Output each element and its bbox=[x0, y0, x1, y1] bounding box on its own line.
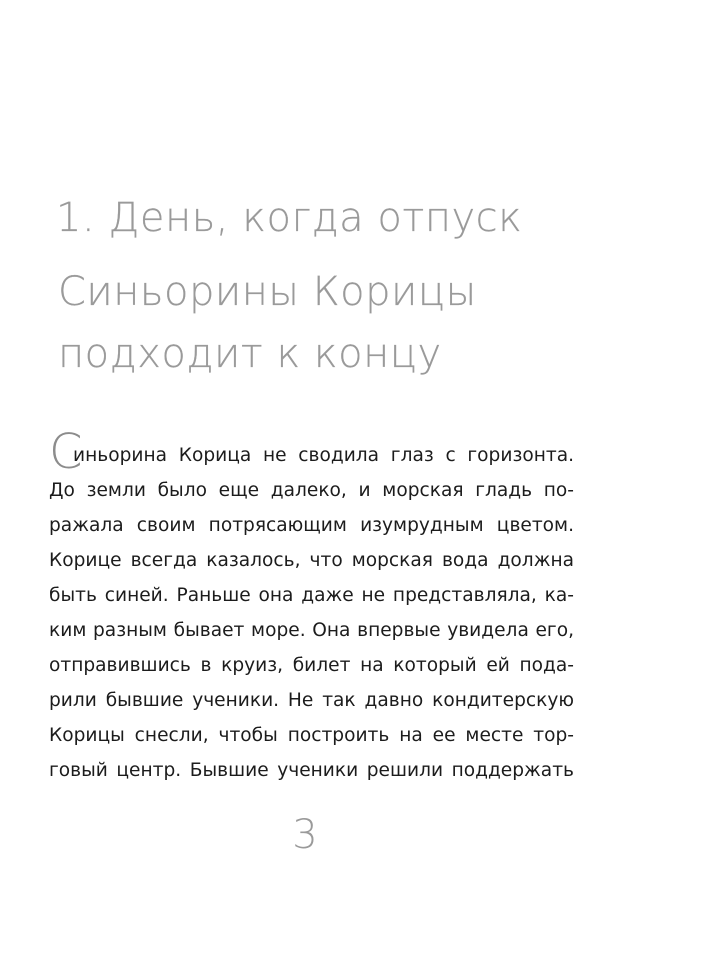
paragraph-line: Корице всегда казалось, что морская вода должна bbox=[49, 550, 574, 571]
paragraph-line: рили бывшие ученики. Не так давно кондитерскую bbox=[49, 690, 574, 711]
paragraph-line: отправившись в круиз, билет на который ей пода- bbox=[49, 655, 574, 676]
page-number: 3 bbox=[292, 812, 318, 858]
paragraph-line: быть синей. Раньше она даже не представляла, ка- bbox=[49, 585, 574, 606]
paragraph-line bbox=[49, 424, 574, 480]
paragraph-line: Корицы снесли, чтобы построить на ее месте тор- bbox=[49, 725, 574, 746]
paragraph-line: говый центр. Бывшие ученики решили поддержать bbox=[49, 760, 574, 781]
paragraph-line: ким разным бывает море. Она впервые увидела его, bbox=[49, 620, 574, 641]
paragraph-line-text: иньорина Корица не сводила глаз с горизонта. bbox=[73, 445, 574, 466]
paragraph-line: ражала своим потрясающим изумрудным цветом. bbox=[49, 515, 574, 536]
chapter-title-line-2: Синьорины Корицы bbox=[58, 269, 477, 315]
paragraph-line: До земли было еще далеко, и морская гладь по- bbox=[49, 480, 574, 501]
chapter-title-line-3: подходит к концу bbox=[58, 331, 442, 377]
chapter-title-line-1: 1. День, когда отпуск bbox=[56, 195, 523, 241]
drop-cap: С bbox=[49, 424, 83, 480]
body-paragraph bbox=[49, 424, 574, 788]
